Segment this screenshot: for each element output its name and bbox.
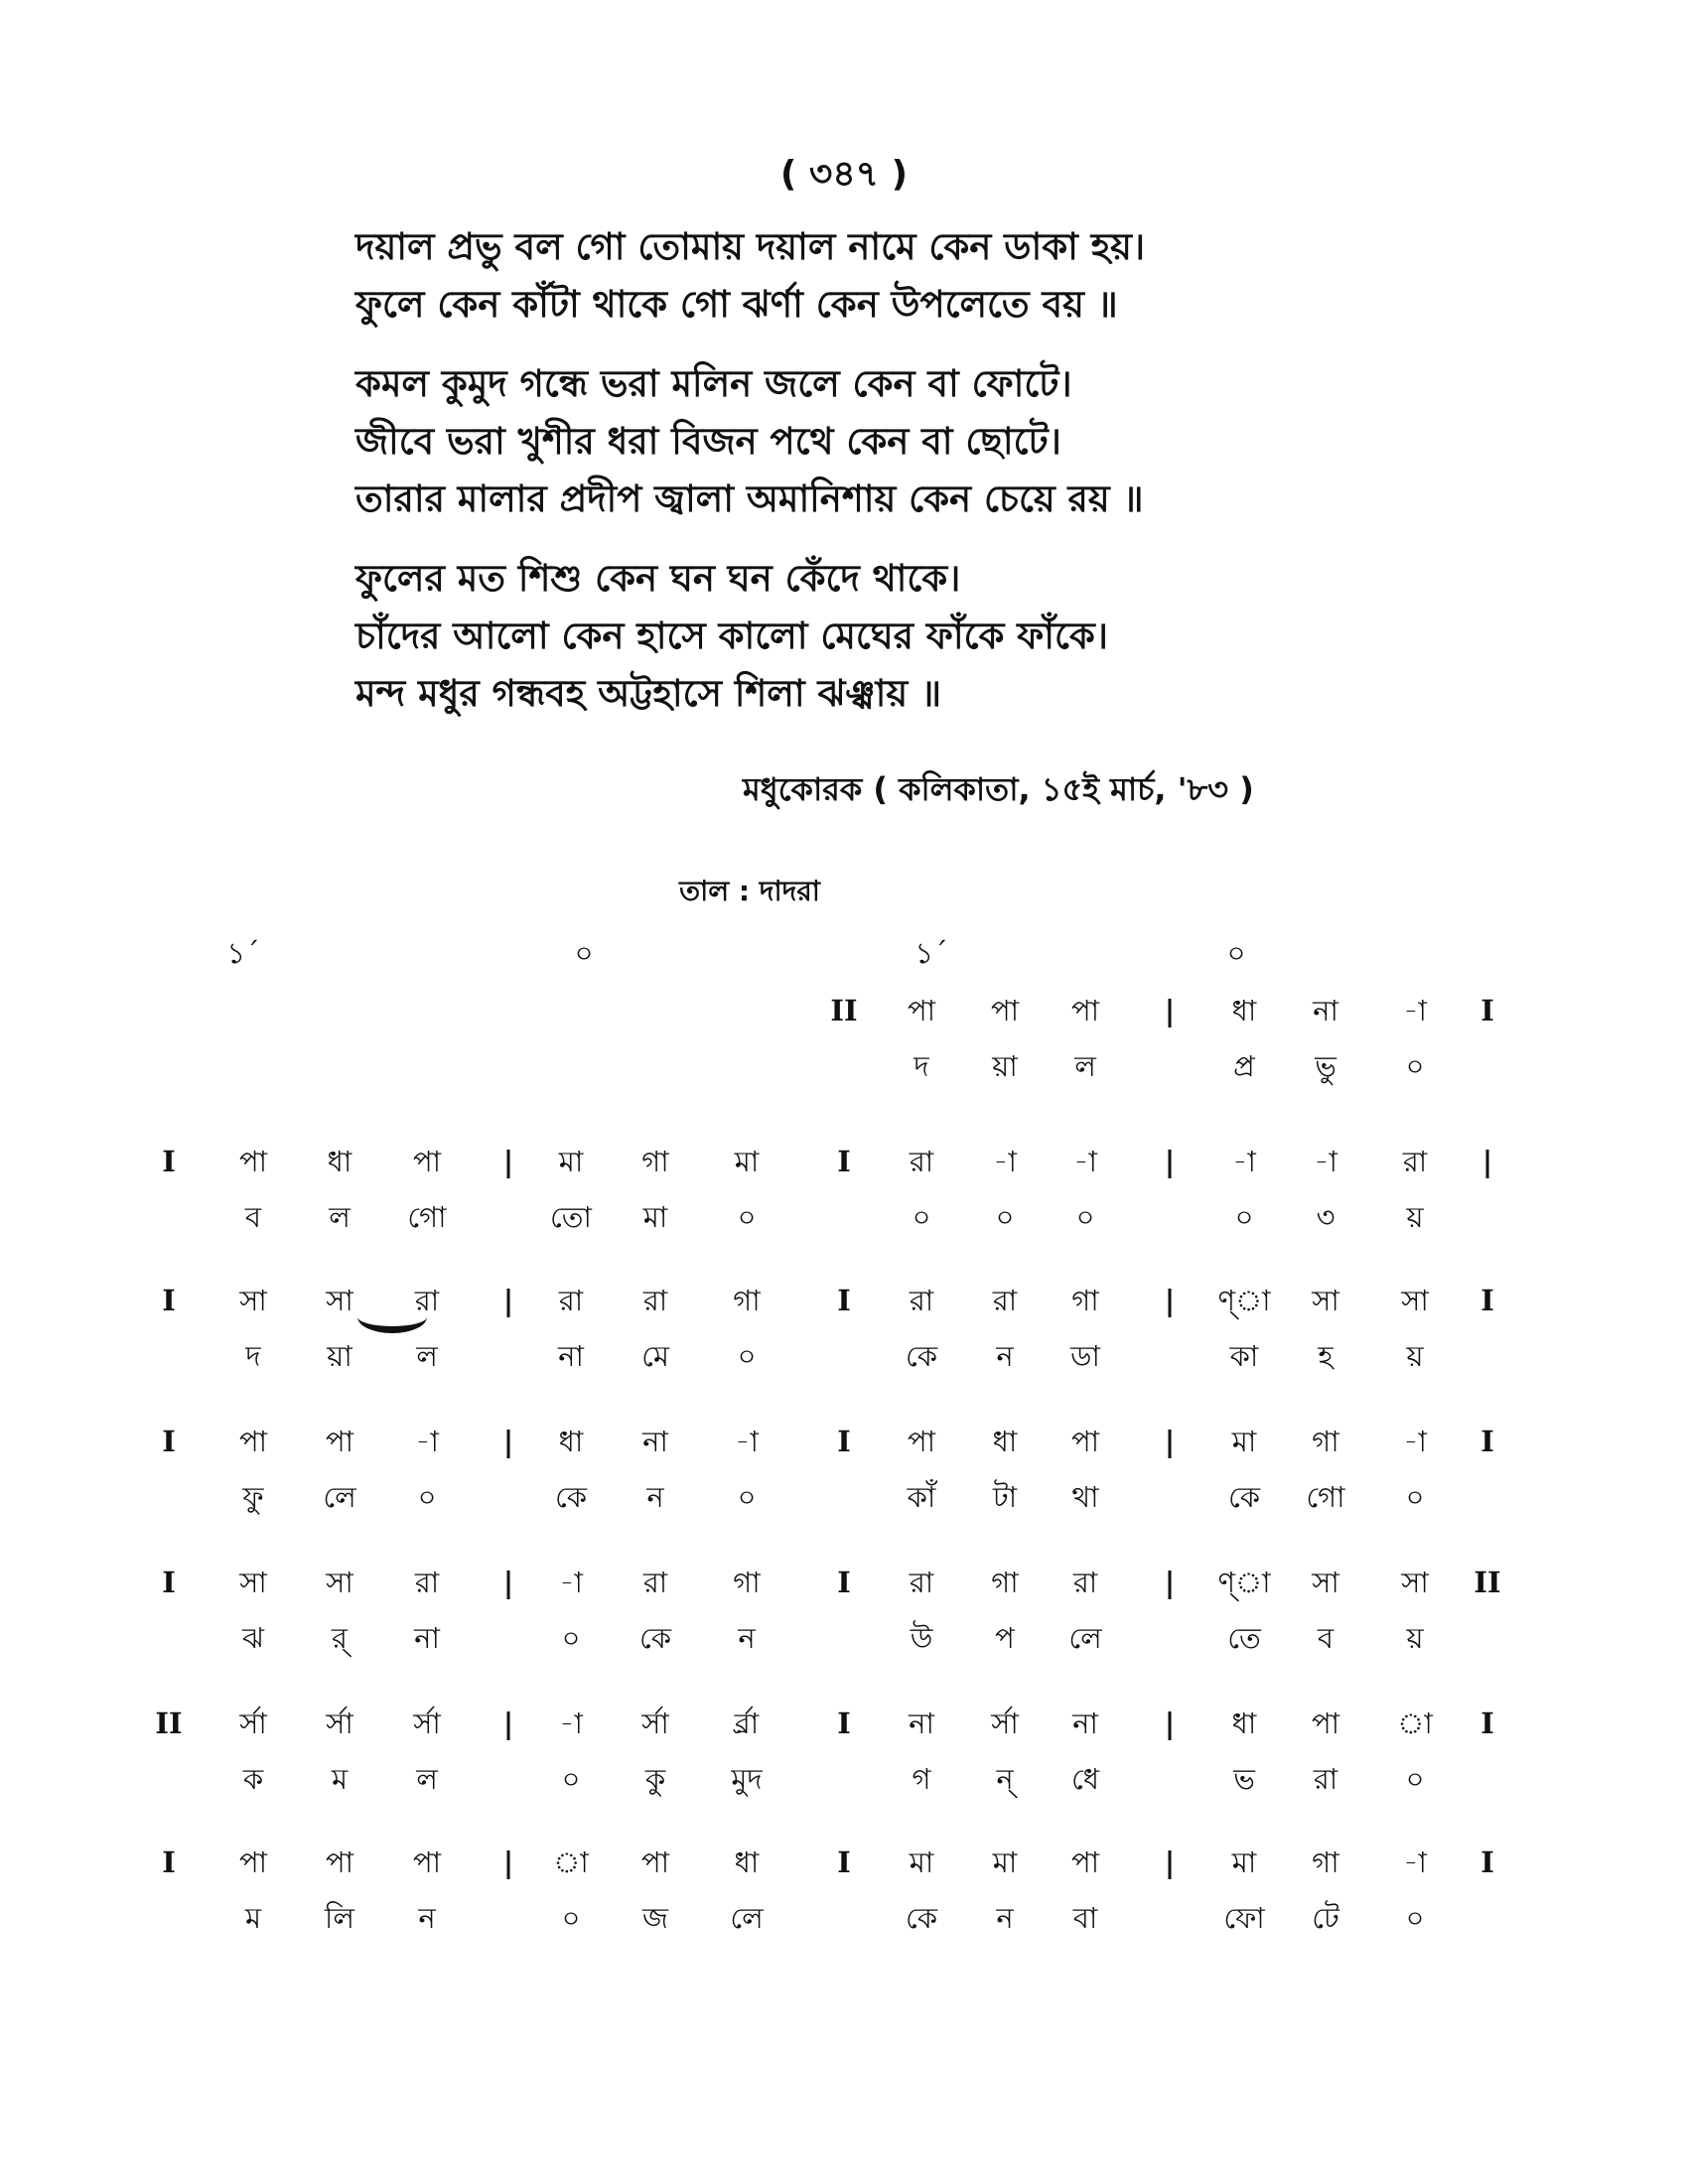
- lyric-syllable: মুদ: [731, 1762, 763, 1796]
- swara-note: পা: [1311, 1706, 1340, 1740]
- taal-label: তাল : দাদরা: [679, 875, 820, 907]
- swara-note: রা: [909, 1566, 934, 1599]
- swara-note: পা: [412, 1145, 442, 1178]
- lyric-syllable: ০: [737, 1480, 757, 1514]
- swara-note: -া: [993, 1145, 1017, 1178]
- lyric-syllable: প্র: [1233, 1049, 1255, 1083]
- lyric-syllable: বা: [1072, 1901, 1098, 1935]
- lyric-syllable: দ: [914, 1049, 929, 1083]
- swara-note: পা: [412, 1845, 442, 1879]
- swara-note: ধা: [327, 1145, 352, 1178]
- swara-note: রা: [1402, 1145, 1428, 1178]
- swara-note: না: [1072, 1706, 1098, 1740]
- lyric-syllable: ঝ: [242, 1621, 264, 1655]
- lyric-syllable: ফো: [1223, 1901, 1265, 1935]
- lyric-line: মন্দ মধুর গন্ধবহ অট্টহাসে শিলা ঝঞ্ঝায় ॥: [355, 672, 941, 715]
- swara-note: মা: [1231, 1845, 1257, 1879]
- lyric-syllable: কে: [1227, 1480, 1261, 1514]
- swara-note: পা: [907, 994, 936, 1027]
- lyric-line: চাঁদের আলো কেন হাসে কালো মেঘের ফাঁকে ফাঁকে।: [355, 614, 1108, 657]
- lyric-syllable: ল: [416, 1762, 438, 1796]
- lyric-syllable: য়: [1406, 1339, 1424, 1373]
- lyric-syllable: তে: [1227, 1621, 1261, 1655]
- lyric-line: তারার মালার প্রদীপ জ্বালা অমানিশায় কেন চেয়ে রয় ॥: [355, 478, 1144, 520]
- swara-note: -া: [1073, 1145, 1097, 1178]
- bar-line: II: [1474, 1566, 1501, 1599]
- swara-note: রা: [909, 1284, 934, 1317]
- swara-note: সা: [326, 1566, 353, 1599]
- lyric-syllable: প: [995, 1621, 1015, 1655]
- lyric-syllable: য়া: [992, 1049, 1018, 1083]
- bar-line: |: [502, 1845, 514, 1879]
- swara-note: গা: [991, 1566, 1019, 1599]
- lyric-syllable: লে: [730, 1901, 764, 1935]
- lyric-syllable: ০: [561, 1762, 581, 1796]
- lyric-syllable: ধে: [1070, 1762, 1100, 1796]
- bar-line: II: [830, 994, 858, 1027]
- bar-line: |: [502, 1284, 514, 1317]
- bar-line: |: [1164, 994, 1176, 1027]
- swara-note: না: [1313, 994, 1338, 1027]
- bar-line: |: [1164, 1145, 1176, 1178]
- swara-note: মা: [992, 1845, 1018, 1879]
- lyric-syllable: ম: [331, 1762, 349, 1796]
- bar-line: I: [1480, 1284, 1494, 1317]
- lyric-syllable: টে: [1312, 1901, 1339, 1935]
- lyric-line: কমল কুমুদ গন্ধে ভরা মলিন জলে কেন বা ফোটে।: [355, 362, 1072, 405]
- lyric-syllable: লি: [325, 1901, 354, 1935]
- lyric-syllable: ন্: [996, 1762, 1014, 1796]
- swara-note: সা: [1312, 1566, 1339, 1599]
- swara-note: পা: [238, 1845, 268, 1879]
- lyric-syllable: ন: [996, 1901, 1014, 1935]
- lyric-line: জীবে ভরা খুশীর ধরা বিজন পথে কেন বা ছোটে।: [355, 420, 1061, 463]
- bar-line: |: [502, 1566, 514, 1599]
- bar-line: I: [837, 1284, 851, 1317]
- bar-line: I: [837, 1845, 851, 1879]
- swara-note: রা: [909, 1145, 934, 1178]
- bar-line: I: [1480, 1845, 1494, 1879]
- lyric-syllable: ব: [1317, 1621, 1335, 1655]
- swara-note: র্সা: [239, 1706, 267, 1740]
- lyric-syllable: লে: [1068, 1621, 1102, 1655]
- swara-note: পা: [1070, 994, 1100, 1027]
- lyric-syllable: ০: [1405, 1049, 1425, 1083]
- bar-line: |: [1164, 1845, 1176, 1879]
- lyric-syllable: র্: [332, 1621, 348, 1655]
- bar-line: |: [1481, 1145, 1493, 1178]
- lyric-syllable: জ: [642, 1901, 668, 1935]
- bar-line: I: [162, 1145, 176, 1178]
- lyric-syllable: তো: [550, 1200, 592, 1234]
- lyric-syllable: ব: [244, 1200, 262, 1234]
- swara-note: ণ্া: [1217, 1566, 1271, 1599]
- swara-note: না: [642, 1425, 668, 1458]
- swara-note: -া: [735, 1425, 759, 1458]
- swara-note: রা: [414, 1566, 440, 1599]
- lyric-syllable: টা: [992, 1480, 1018, 1514]
- lyric-syllable: ০: [1405, 1480, 1425, 1514]
- swara-note: পা: [325, 1425, 354, 1458]
- swara-note: া: [553, 1845, 589, 1879]
- bar-line: II: [155, 1706, 183, 1740]
- swara-note: পা: [640, 1845, 670, 1879]
- swara-note: রা: [992, 1284, 1018, 1317]
- lyric-syllable: কে: [905, 1901, 938, 1935]
- bar-line: I: [1480, 994, 1494, 1027]
- lyric-syllable: ন: [418, 1901, 436, 1935]
- beat-mark: ০: [1226, 936, 1246, 970]
- swara-note: -া: [559, 1566, 583, 1599]
- swara-note: রা: [414, 1284, 440, 1317]
- beat-mark: ১´: [226, 936, 260, 970]
- swara-note: পা: [1070, 1425, 1100, 1458]
- lyric-syllable: য়: [1406, 1200, 1424, 1234]
- swara-note: -া: [559, 1706, 583, 1740]
- lyric-syllable: দ: [245, 1339, 261, 1373]
- swara-note: র্সা: [641, 1706, 669, 1740]
- swara-note: পা: [1070, 1845, 1100, 1879]
- swara-note: -া: [1314, 1145, 1337, 1178]
- bar-line: I: [837, 1145, 851, 1178]
- swara-note: ধা: [734, 1845, 760, 1879]
- lyric-syllable: ম: [244, 1901, 262, 1935]
- swara-note: -া: [415, 1425, 439, 1458]
- beat-mark: ১´: [914, 936, 948, 970]
- bar-line: I: [162, 1425, 176, 1458]
- swara-note: সা: [1401, 1284, 1429, 1317]
- swara-note: রা: [642, 1284, 668, 1317]
- swara-note: -া: [1232, 1145, 1256, 1178]
- bar-line: I: [1480, 1425, 1494, 1458]
- swara-note: না: [909, 1706, 934, 1740]
- lyric-syllable: না: [558, 1339, 584, 1373]
- lyric-syllable: কে: [905, 1339, 938, 1373]
- lyric-syllable: গ: [912, 1762, 931, 1796]
- lyric-syllable: ভু: [1315, 1049, 1336, 1083]
- swara-note: পা: [990, 994, 1020, 1027]
- lyric-syllable: ল: [416, 1339, 438, 1373]
- lyric-syllable: ০: [737, 1339, 757, 1373]
- lyric-syllable: ডা: [1070, 1339, 1100, 1373]
- swara-note: গা: [1312, 1845, 1339, 1879]
- lyric-syllable: ল: [329, 1200, 351, 1234]
- swara-note: মা: [909, 1845, 934, 1879]
- swara-note: সা: [1401, 1566, 1429, 1599]
- bar-line: |: [1164, 1284, 1176, 1317]
- bar-line: |: [1164, 1706, 1176, 1740]
- lyric-line: দয়াল প্রভু বল গো তোমায় দয়াল নামে কেন ডাকা হয়।: [355, 225, 1146, 268]
- swara-note: ধা: [992, 1425, 1018, 1458]
- lyric-syllable: ৩: [1316, 1200, 1336, 1234]
- bar-line: I: [162, 1284, 176, 1317]
- lyric-line: ফুলের মত শিশু কেন ঘন ঘন কেঁদে থাকে।: [355, 557, 961, 600]
- bar-line: I: [1480, 1706, 1494, 1740]
- swara-note: মা: [734, 1145, 760, 1178]
- lyric-syllable: কে: [638, 1621, 672, 1655]
- lyric-syllable: ০: [561, 1621, 581, 1655]
- bar-line: |: [1164, 1566, 1176, 1599]
- lyric-syllable: ন: [646, 1480, 664, 1514]
- swara-note: র্র্রা: [734, 1706, 760, 1740]
- swara-note: -া: [1403, 1425, 1427, 1458]
- lyric-syllable: মা: [642, 1200, 668, 1234]
- lyric-syllable: ০: [561, 1901, 581, 1935]
- lyric-syllable: ০: [995, 1200, 1015, 1234]
- lyric-syllable: ল: [1074, 1049, 1096, 1083]
- slur-mark: [357, 1300, 427, 1333]
- bar-line: |: [502, 1145, 514, 1178]
- lyric-syllable: থা: [1071, 1480, 1099, 1514]
- lyric-syllable: ন: [738, 1621, 756, 1655]
- bar-line: I: [162, 1845, 176, 1879]
- swara-note: পা: [325, 1845, 354, 1879]
- lyric-syllable: ০: [912, 1200, 931, 1234]
- lyric-syllable: কা: [1229, 1339, 1259, 1373]
- lyric-syllable: লে: [323, 1480, 356, 1514]
- lyric-syllable: ০: [1405, 1762, 1425, 1796]
- swara-note: গা: [1312, 1425, 1339, 1458]
- swara-note: সা: [239, 1284, 267, 1317]
- bar-line: I: [837, 1566, 851, 1599]
- swara-note: -া: [1403, 994, 1427, 1027]
- lyric-syllable: উ: [910, 1621, 933, 1655]
- lyric-syllable: গো: [1306, 1480, 1345, 1514]
- swara-note: সা: [239, 1566, 267, 1599]
- swara-note: া: [1397, 1706, 1433, 1740]
- lyric-syllable: ফু: [242, 1480, 264, 1514]
- swara-note: গা: [641, 1145, 669, 1178]
- swara-note: সা: [326, 1284, 353, 1317]
- lyric-syllable: কাঁ: [907, 1480, 936, 1514]
- swara-note: মা: [1231, 1425, 1257, 1458]
- lyric-syllable: ০: [417, 1480, 437, 1514]
- lyric-syllable: মে: [641, 1339, 669, 1373]
- lyric-syllable: ০: [1075, 1200, 1095, 1234]
- lyric-syllable: ০: [737, 1200, 757, 1234]
- bar-line: |: [502, 1706, 514, 1740]
- lyric-line: ফুলে কেন কাঁটা থাকে গো ঝর্ণা কেন উপলেতে বয় ॥: [355, 283, 1118, 326]
- swara-note: রা: [558, 1284, 584, 1317]
- lyric-syllable: ক: [242, 1762, 264, 1796]
- swara-note: পা: [238, 1145, 268, 1178]
- swara-note: ণ্া: [1217, 1284, 1271, 1317]
- swara-note: রা: [642, 1566, 668, 1599]
- bar-line: I: [162, 1566, 176, 1599]
- swara-note: গা: [733, 1566, 761, 1599]
- lyric-syllable: হ: [1318, 1339, 1334, 1373]
- swara-note: গা: [1071, 1284, 1099, 1317]
- swara-note: ধা: [1231, 1706, 1257, 1740]
- lyric-syllable: য়া: [327, 1339, 352, 1373]
- bar-line: I: [837, 1706, 851, 1740]
- bar-line: I: [837, 1425, 851, 1458]
- lyric-syllable: কে: [554, 1480, 588, 1514]
- lyric-syllable: রা: [1313, 1762, 1338, 1796]
- swara-note: র্সা: [413, 1706, 441, 1740]
- swara-note: সা: [1312, 1284, 1339, 1317]
- swara-note: পা: [907, 1425, 936, 1458]
- lyric-syllable: ০: [1234, 1200, 1254, 1234]
- lyric-syllable: কু: [644, 1762, 666, 1796]
- swara-note: মা: [558, 1145, 584, 1178]
- lyric-syllable: না: [414, 1621, 440, 1655]
- swara-note: ধা: [558, 1425, 584, 1458]
- swara-note: ধা: [1231, 994, 1257, 1027]
- beat-mark: ০: [574, 936, 594, 970]
- swara-note: পা: [238, 1425, 268, 1458]
- page-number: ( ৩৪৭ ): [779, 154, 909, 195]
- swara-note: র্সা: [991, 1706, 1019, 1740]
- swara-note: -া: [1403, 1845, 1427, 1879]
- lyric-syllable: ন: [996, 1339, 1014, 1373]
- lyric-syllable: ভ: [1233, 1762, 1255, 1796]
- swara-note: র্সা: [326, 1706, 353, 1740]
- attribution: মধুকোরক ( কলিকাতা, ১৫ই মার্চ, '৮৩ ): [743, 770, 1254, 808]
- bar-line: |: [502, 1425, 514, 1458]
- swara-note: গা: [733, 1284, 761, 1317]
- lyric-syllable: য়: [1406, 1621, 1424, 1655]
- lyric-syllable: ০: [1405, 1901, 1425, 1935]
- lyric-syllable: গো: [407, 1200, 447, 1234]
- swara-note: রা: [1072, 1566, 1098, 1599]
- bar-line: |: [1164, 1425, 1176, 1458]
